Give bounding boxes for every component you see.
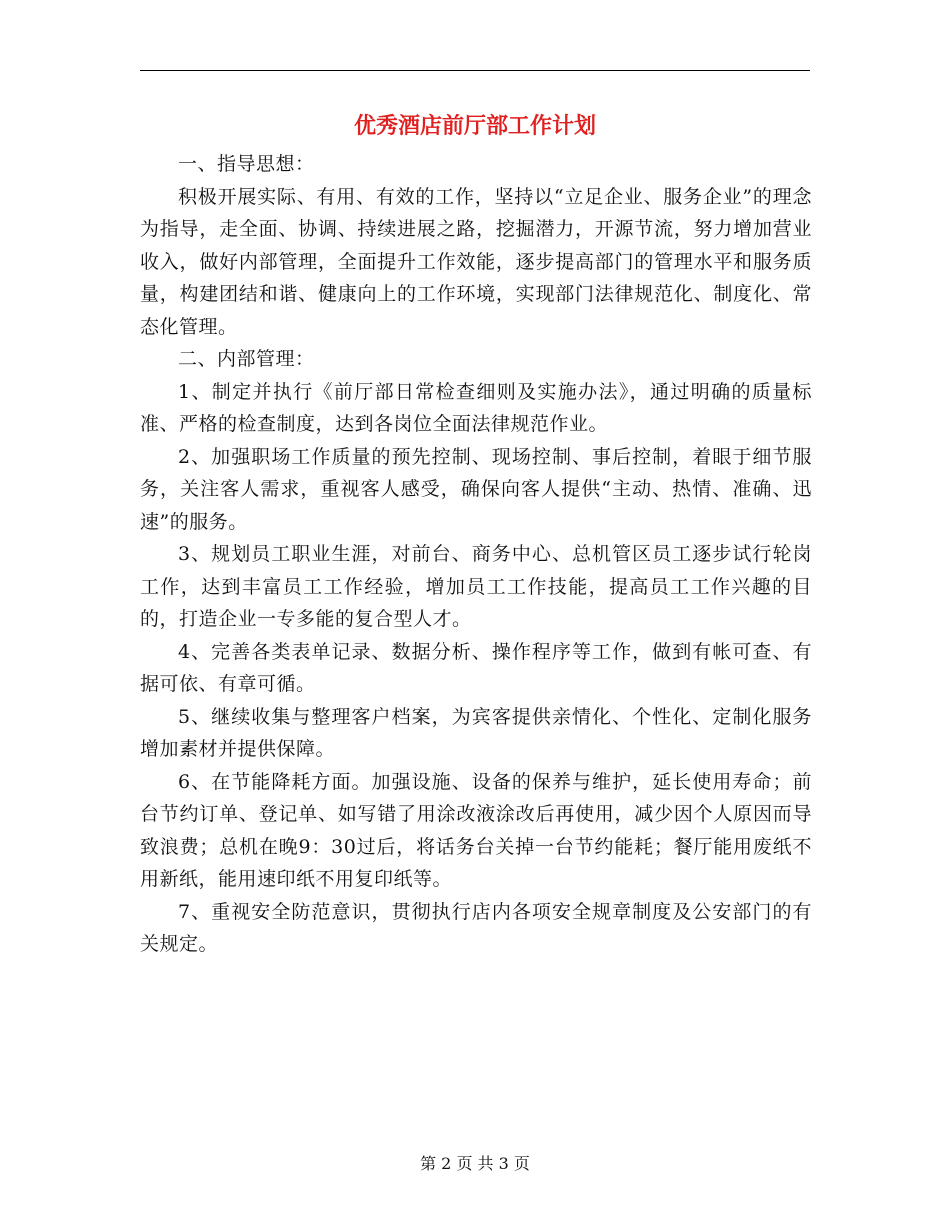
list-item-4: 4、完善各类表单记录、数据分析、操作程序等工作，做到有帐可查、有据可依、有章可循。 <box>140 640 812 695</box>
list-item-6: 6、在节能降耗方面。加强设施、设备的保养与维护，延长使用寿命；前台节约订单、登记单、如写错了用涂改液涂改后再使用，减少因个人原因而导致浪费；总机在晚9：30过后，将话务台关掉一台节约能耗；餐厅能用废纸不用新纸，能用速印纸不用复印纸等。 <box>140 770 812 890</box>
page-number-footer: 第 2 页 共 3 页 <box>420 1154 530 1173</box>
document-title: 优秀酒店前厅部工作计划 <box>353 113 596 139</box>
list-item-3: 3、规划员工职业生涯，对前台、商务中心、总机管区员工逐步试行轮岗工作，达到丰富员工工作经验，增加员工工作技能，提高员工工作兴趣的目的，打造企业一专多能的复合型人才。 <box>140 543 812 630</box>
header-rule <box>140 70 810 71</box>
section-heading-internal-management: 二、内部管理： <box>178 348 315 370</box>
list-item-1: 1、制定并执行《前厅部日常检查细则及实施办法》，通过明确的质量标准、严格的检查制度，达到各岗位全面法律规范作业。 <box>140 380 812 435</box>
list-item-5: 5、继续收集与整理客户档案，为宾客提供亲情化、个性化、定制化服务增加素材并提供保障。 <box>140 705 812 760</box>
list-item-7: 7、重视安全防范意识，贯彻执行店内各项安全规章制度及公安部门的有关规定。 <box>140 900 812 955</box>
section-heading-guiding-ideology: 一、指导思想： <box>178 153 315 175</box>
paragraph-guiding-ideology: 积极开展实际、有用、有效的工作，坚持以“立足企业、服务企业”的理念为指导，走全面、协调、持续进展之路，挖掘潜力，开源节流，努力增加营业收入，做好内部管理，全面提升工作效能，逐步提高部门的管理水平和服务质量，构建团结和谐、健康向上的工作环境，实现部门法律规范化、制度化、常态化管理。 <box>140 185 812 338</box>
list-item-2: 2、加强职场工作质量的预先控制、现场控制、事后控制，着眼于细节服务，关注客人需求，重视客人感受，确保向客人提供“主动、热情、准确、迅速”的服务。 <box>140 445 812 533</box>
document-body <box>140 148 812 961</box>
